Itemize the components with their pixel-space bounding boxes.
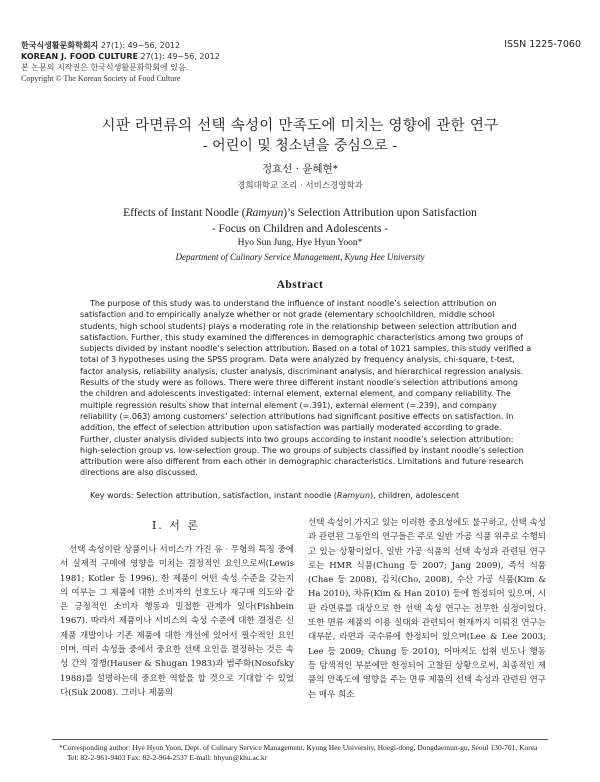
affiliation-en: Department of Culinary Service Management, Kyung Hee University: [175, 252, 425, 262]
authors-en: Hyo Sun Jung, Hye Hyun Yoon*: [237, 238, 363, 248]
journal-header: [21, 40, 581, 84]
journal-line-en: KOREAN J. FOOD CULTURE 27(1): 49~56, 2012: [21, 52, 220, 61]
footnote-corresponding-author: *Corresponding author: Hye Hyun Yoon, Dept. of Culinary Service Management, Kyung Hee University, Hoegi-dong, Dongdaemun-gu, Seoul 130-701, Korea: [59, 743, 538, 752]
authors-ko: 정효선 · 윤혜현*: [261, 163, 339, 175]
footnote-contact: Tel: 82-2-961-9403 Fax: 82-2-964-2537 E-mail: hhyun@khu.ac.kr: [67, 753, 268, 762]
copyright-ko: 본 논문의 저작권은 한국식생활문화학회에 있음.: [21, 63, 189, 72]
affiliation-ko: 경희대학교 조리 · 서비스경영학과: [237, 181, 363, 191]
title-en: Effects of Instant Noodle (Ramyun)’s Selection Attribution upon Satisfaction: [123, 207, 477, 219]
footnote-rule: [52, 739, 548, 740]
subtitle-en: - Focus on Children and Adolescents -: [211, 223, 389, 235]
body-column-left: 선택 속성이란 상품이나 서비스가 가진 유 · 무형의 특징 중에서 실제적 구매에 영향을 미치는 결정적인 요인으로써(Lewis 1981; Kotler 등 1996), 한 제품이 어떤 속성 수준을 갖는지의 여부는 그 제품에 대한 소비자의 선호도나 재구매 의도와 같은 긍정적인 소비자 행동과 밀접한 관계가 있다(Fishbein 1967). 따라서 제품이나 서비스의 속성 수준에 대한 결정은 신제품 개발이나 기존 제품에 대한 개선에 있어서 필수적인 요인이며, 여러 속성들 중에서 중요한 선택 요인을 결정하는 것은 속성 간의 경쟁(Hauser & Shugan 1983)과 범주화(Nosofsky 1988)를 설명하는데 중요한 역할을 할 것으로 기대할 수 있었다(Suk 2008). 그러나 제품의: [60, 545, 294, 698]
body-column-right: 선택 속성이 가지고 있는 이러한 중요성에도 불구하고, 선택 속성과 관련된 그동안의 연구들은 주로 일반 가공 식품 위주로 수행되고 있는 상황이었다. 일반 가공 식품의 선택 속성과 관련된 연구로는 HMR 식품(Chung 등 2007; Jang 2009), 즉석 식품(Chae 등 2008), 김치(Cho, 2008), 수산 가공 식품(Kim & Ha 2010), 차류(Kim & Han 2010) 등에 한정되어 있으며, 시판 라면류를 대상으로 한 선택 속성 연구는 전무한 실정이었다. 또한 면류 제품의 이용 실태와 관련되어 현재까지 이뤄진 연구는 대부분, 라면과 국수류에 한정되어 있으며(Lee & Lee 2003; Lee 등 2009; Chung 등 2010), 어마저도 섭취 빈도나 행동 등 탐색적인 부분에만 한정되어 고찰된 상황으로써, 최종적인 제품의 만족도에 영향을 주는 면류 제품의 선택 속성과 관련된 연구는 매우 희소: [308, 518, 546, 700]
keywords: Key words: Selection attribution, satisfaction, instant noodle (Ramyun), children, adolescent: [90, 491, 460, 500]
journal-line-ko: 한국식생활문화학회지 27(1): 49~56, 2012: [21, 41, 181, 50]
copyright-en: Copyright © The Korean Society of Food Culture: [21, 74, 181, 83]
abstract-heading: Abstract: [276, 279, 324, 291]
abstract-body: The purpose of this study was to understand the influence of instant noodle’s selection attribution on satisfaction and to empirically analyze whether or not grade (elementary schoolchildren, middle school students, high school students) plays a moderating role in the relationship between selection attribution and satisfaction. Further, this study examined the differences in demographic characteristics among two groups of subjects divided by instant noodle’s selection attribution. Based on a total of 1021 samples, this study verified a total of 3 hypotheses using the SPSS program. Data were analyzed by frequency analysis, chi-square, t-test, factor analysis, reliability analysis, cluster analysis, discriminant analysis, and hierarchical regression analysis. Results of the study were as follows. There were three different instant noodle’s selection attributions among the children and adolescents investigated: internal element, external element, and company reliability. The multiple regression results show that internal element (=.391), external element (=.239), and company reliability (=.063) among customers’ selection attributions had significant positive effects on satisfaction. In addition, the effect of selection attribution upon satisfaction was partially moderated according to grade. Further, cluster analysis divided subjects into two groups according to instant noodle’s selection attribution: high-selection group vs. low-selection group. The wo groups of subjects classified by instant noodle’s selection attribution were also different from each other in demographic characteristics. Limitations and future research directions are also discussed.: [80, 299, 532, 478]
title-ko: 시판 라면류의 선택 속성이 만족도에 미치는 영향에 관한 연구: [101, 118, 499, 134]
subtitle-ko: - 어린이 및 청소년을 중심으로 -: [203, 138, 397, 154]
issn: ISSN 1225-7060: [504, 39, 581, 50]
section-heading-introduction: Ⅰ. 서 론: [151, 519, 201, 532]
